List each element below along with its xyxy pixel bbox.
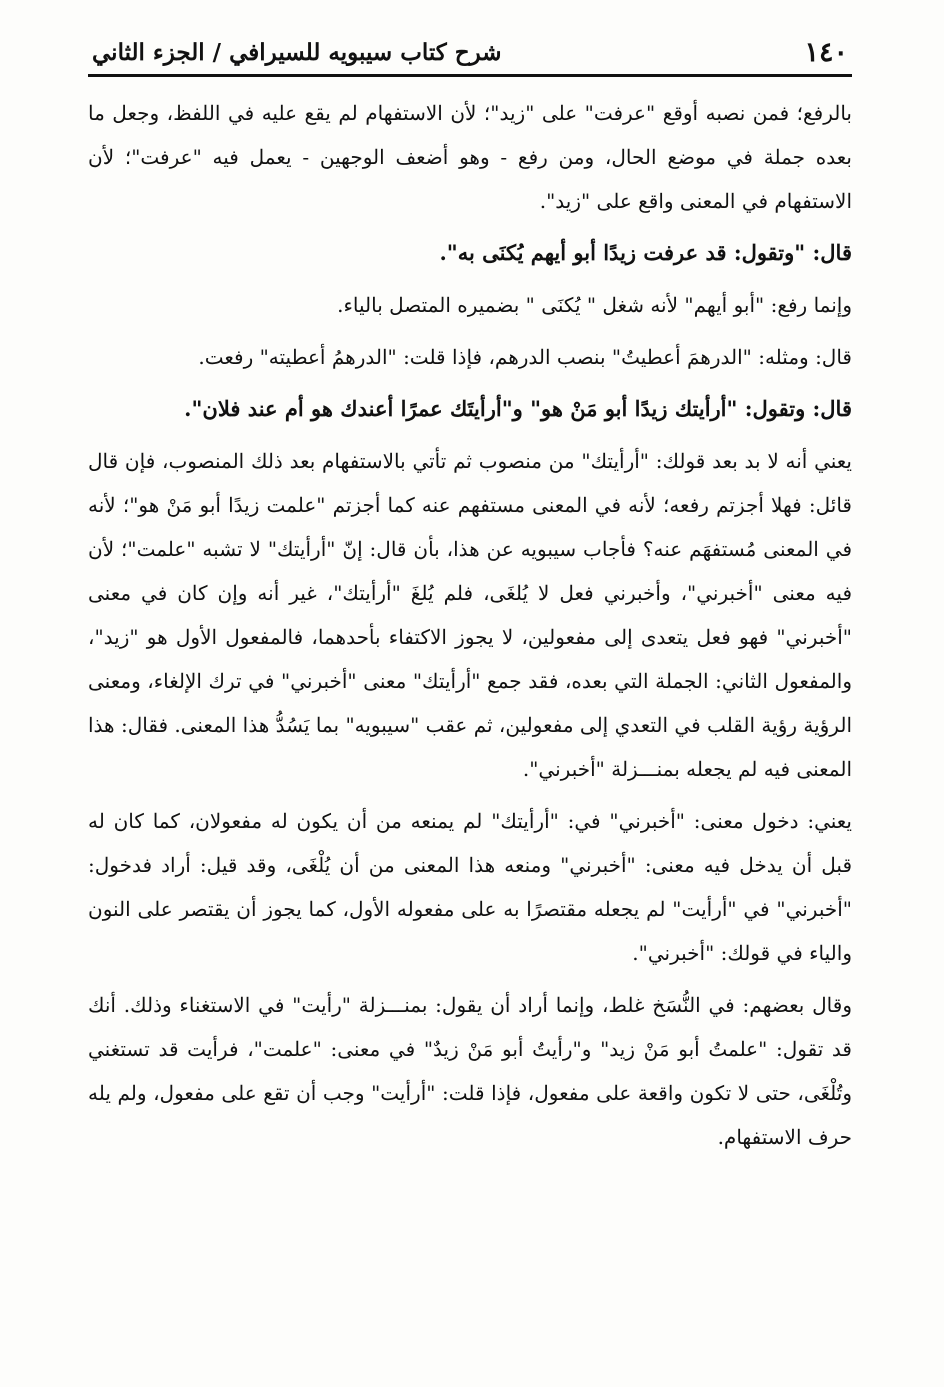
paragraph-explanation-3: وقال بعضهم: في النُّسَخ غلط، وإنما أراد أن يقول: بمنـــزلة "رأيت" في الاستغناء وذلك. أنك قد تقول: "علمتُ أبو مَنْ زيد" و"رأيتُ أبو مَنْ زيدٌ" في معنى: "علمت"، فرأيت قد تستغني وتُلْغَى، حتى لا تكون واقعة على مفعول، فإذا قلت: "أرأيت" وجب أن تقع على مفعول، ولم يله حرف الاستفهام. [88, 993, 852, 1149]
paragraph-commentary-2: قال: ومثله: "الدرهمَ أعطيتُ" بنصب الدرهم، فإذا قلت: "الدرهمُ أعطيته" رفعت. [198, 345, 852, 369]
paragraph-continuation: بالرفع؛ فمن نصبه أوقع "عرفت" على "زيد"؛ لأن الاستفهام لم يقع عليه في اللفظ، وجعل ما بعده جملة في موضع الحال، ومن رفع - وهو أضعف الوجهين - يعمل فيه "عرفت"؛ لأن الاستفهام في المعنى واقع على "زيد". [88, 101, 852, 213]
page-header [88, 38, 852, 72]
paragraph-explanation-2: يعني: دخول معنى: "أخبرني" في: "أرأيتك" لم يمنعه من أن يكون له مفعولان، كما كان له قبل أن يدخل فيه معنى: "أخبرني" ومنعه هذا المعنى من أن يُلْغَى، وقد قيل: أراد فدخول: "أخبرني" في "أرأيت" لم يجعله مقتصرًا به على مفعوله الأول، كما يجوز أن يقتصر على النون والياء في قولك: "أخبرني". [88, 809, 852, 965]
paragraph-commentary-1: وإنما رفع: "أبو أيهم" لأنه شغل " يُكنَى " بضميره المتصل بالياء. [337, 293, 852, 317]
page-body [88, 91, 852, 1159]
quote-sibawayh-2: قال: وتقول: "أرأيتك زيدًا أبو مَنْ هو" و"أرأيتَك عمرًا أعندك هو أم عند فلان". [184, 396, 852, 421]
page-number: ١٤٠ [804, 37, 848, 68]
quote-sibawayh-1: قال: "وتقول: قد عرفت زيدًا أبو أيهم يُكنَى به". [439, 240, 852, 265]
header-rule [88, 74, 852, 77]
running-title: شرح كتاب سيبويه للسيرافي / الجزء الثاني [92, 39, 502, 66]
paragraph-explanation-1: يعني أنه لا بد بعد قولك: "أرأيتك" من منصوب ثم تأتي بالاستفهام بعد ذلك المنصوب، فإن قال قائل: فهلا أجزتم رفعه؛ لأنه في المعنى مستفهم عنه كما أجزتم "علمت زيدًا أبو مَنْ هو"؛ لأنه في المعنى مُستفهَم عنه؟ فأجاب سيبويه عن هذا، بأن قال: إنّ "أرأيتك" لا تشبه "علمت"؛ لأن فيه معنى "أخبرني"، وأخبرني فعل لا يُلغَى، فلم يُلغَ "أرأيتك"، غير أنه وإن كان في معنى "أخبرني" فهو فعل يتعدى إلى مفعولين، لا يجوز الاكتفاء بأحدهما، فالمفعول الأول هو "زيد"، والمفعول الثاني: الجملة التي بعده، فقد جمع "أرأيتك" معنى "أخبرني" في ترك الإلغاء، ومعنى الرؤية رؤية القلب في التعدي إلى مفعولين، ثم عقب "سيبويه" بما يَسُدُّ هذا المعنى. فقال: هذا المعنى فيه لم يجعله بمنـــزلة "أخبرني". [88, 449, 853, 781]
